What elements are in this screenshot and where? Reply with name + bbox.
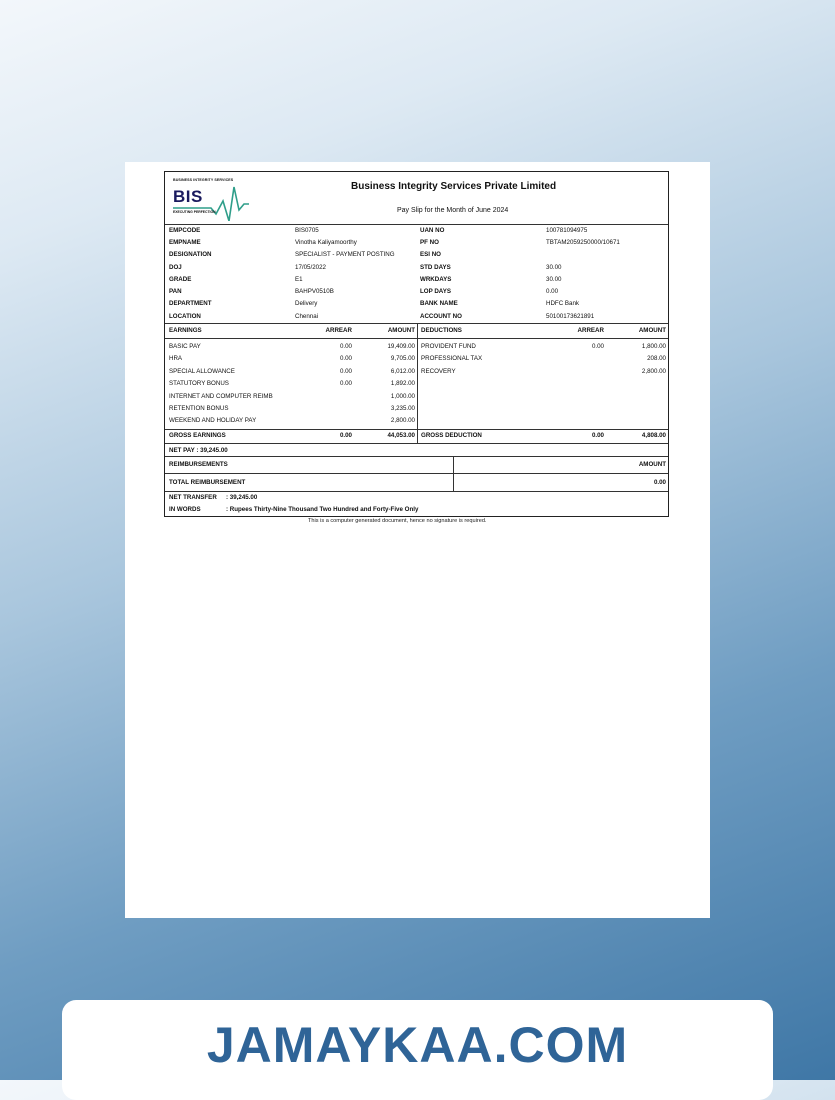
- emp-value: 100781094975: [546, 227, 588, 234]
- emp-value: 30.00: [546, 264, 562, 271]
- emp-label: STD DAYS: [420, 264, 451, 271]
- watermark-text: JAMAYKAA.COM: [206, 1017, 629, 1073]
- footnote: This is a computer generated document, hence no signature is required.: [308, 518, 487, 524]
- emp-label: GRADE: [169, 276, 192, 283]
- payslip: [164, 171, 669, 517]
- in-words-label: IN WORDS: [169, 506, 201, 513]
- earning-amount: 3,235.00: [390, 405, 415, 412]
- emp-label: LOP DAYS: [420, 288, 451, 295]
- in-words-value: : Rupees Thirty-Nine Thousand Two Hundred and Forty-Five Only: [226, 506, 419, 513]
- emp-value: SPECIALIST - PAYMENT POSTING: [295, 251, 395, 258]
- net-transfer-label: NET TRANSFER: [169, 494, 217, 501]
- total-reimbursement-value: 0.00: [653, 479, 666, 486]
- divider: [165, 491, 668, 492]
- deduction-arrear: 0.00: [591, 343, 604, 350]
- earning-arrear: 0.00: [339, 343, 352, 350]
- emp-label: ESI NO: [420, 251, 441, 258]
- gross-earnings-amount: 44,053.00: [387, 432, 415, 439]
- logo-tagline: EXECUTING PERFECTION: [173, 210, 216, 214]
- gross-earnings-label: GROSS EARNINGS: [169, 432, 226, 439]
- emp-label: LOCATION: [169, 313, 201, 320]
- earnings-arrear-header: ARREAR: [325, 327, 352, 334]
- reimbursements-header: REIMBURSEMENTS: [169, 461, 228, 468]
- earning-arrear: 0.00: [339, 380, 352, 387]
- logo-small-text: BUSINESS INTEGRITY SERVICES: [173, 178, 234, 182]
- emp-value: HDFC Bank: [546, 300, 580, 307]
- deductions-arrear-header: ARREAR: [577, 327, 604, 334]
- emp-label: PAN: [169, 288, 182, 295]
- divider: [165, 443, 668, 444]
- company-name: Business Integrity Services Private Limited: [351, 181, 557, 192]
- document-page: [125, 162, 710, 918]
- gross-earnings-arrear: 0.00: [339, 432, 352, 439]
- earning-label: STATUTORY BONUS: [169, 380, 229, 387]
- earning-label: INTERNET AND COMPUTER REIMB: [169, 393, 273, 400]
- deduction-label: RECOVERY: [421, 368, 456, 375]
- divider: [165, 473, 668, 474]
- emp-value: Delivery: [295, 300, 318, 307]
- emp-value: Chennai: [295, 313, 319, 320]
- emp-label: WRKDAYS: [420, 276, 452, 283]
- deduction-amount: 208.00: [647, 355, 666, 362]
- earning-label: BASIC PAY: [169, 343, 201, 350]
- emp-label: EMPNAME: [169, 239, 201, 246]
- emp-label: BANK NAME: [420, 300, 458, 307]
- earning-label: RETENTION BONUS: [169, 405, 229, 412]
- gross-deduction-label: GROSS DEDUCTION: [421, 432, 482, 439]
- earning-arrear: 0.00: [339, 355, 352, 362]
- earning-label: SPECIAL ALLOWANCE: [169, 368, 235, 375]
- deduction-label: PROVIDENT FUND: [421, 343, 476, 350]
- earning-amount: 1,000.00: [390, 393, 415, 400]
- payslip-header: [165, 172, 668, 225]
- emp-value: 30.00: [546, 276, 562, 283]
- logo-name: BIS: [173, 187, 203, 206]
- emp-value: BIS0705: [295, 227, 319, 234]
- divider: [165, 456, 668, 457]
- earning-amount: 19,409.00: [387, 343, 415, 350]
- emp-value: 0.00: [546, 288, 559, 295]
- earning-arrear: 0.00: [339, 368, 352, 375]
- emp-label: PF NO: [420, 239, 439, 246]
- gross-deduction-amount: 4,808.00: [641, 432, 666, 439]
- deduction-amount: 2,800.00: [641, 368, 666, 375]
- emp-value: 50100173621891: [546, 313, 595, 320]
- emp-value: Vinotha Kaliyamoorthy: [295, 239, 357, 246]
- emp-label: ACCOUNT NO: [420, 313, 462, 320]
- emp-label: UAN NO: [420, 227, 445, 234]
- deduction-label: PROFESSIONAL TAX: [421, 355, 483, 362]
- net-pay: NET PAY : 39,245.00: [169, 447, 228, 454]
- emp-value: E1: [295, 276, 303, 283]
- column-divider: [453, 456, 454, 491]
- earning-amount: 6,012.00: [390, 368, 415, 375]
- total-reimbursement-label: TOTAL REIMBURSEMENT: [169, 479, 246, 486]
- emp-value: 17/05/2022: [295, 264, 326, 271]
- emp-label: DOJ: [169, 264, 182, 271]
- earning-amount: 1,892.00: [390, 380, 415, 387]
- earnings-header: EARNINGS: [169, 327, 202, 334]
- company-logo: [171, 177, 251, 221]
- earning-label: WEEKEND AND HOLIDAY PAY: [169, 417, 257, 424]
- net-transfer-value: : 39,245.00: [226, 494, 258, 501]
- reimbursement-amount-header: AMOUNT: [638, 461, 666, 468]
- earning-amount: 2,800.00: [390, 417, 415, 424]
- deductions-header: DEDUCTIONS: [421, 327, 462, 334]
- deduction-amount: 1,800.00: [641, 343, 666, 350]
- emp-value: BAHPV0510B: [295, 288, 334, 295]
- emp-label: EMPCODE: [169, 227, 201, 234]
- earning-amount: 9,705.00: [390, 355, 415, 362]
- heartbeat-icon: [171, 177, 251, 221]
- watermark-banner: [62, 1000, 773, 1100]
- emp-value: TBTAM2059250000/10671: [546, 239, 620, 246]
- payslip-month: Pay Slip for the Month of June 2024: [397, 207, 509, 214]
- earnings-amount-header: AMOUNT: [387, 327, 415, 334]
- deductions-amount-header: AMOUNT: [638, 327, 666, 334]
- earning-label: HRA: [169, 355, 183, 362]
- emp-label: DESIGNATION: [169, 251, 212, 258]
- gross-deduction-arrear: 0.00: [591, 432, 604, 439]
- column-divider: [417, 323, 418, 443]
- emp-label: DEPARTMENT: [169, 300, 212, 307]
